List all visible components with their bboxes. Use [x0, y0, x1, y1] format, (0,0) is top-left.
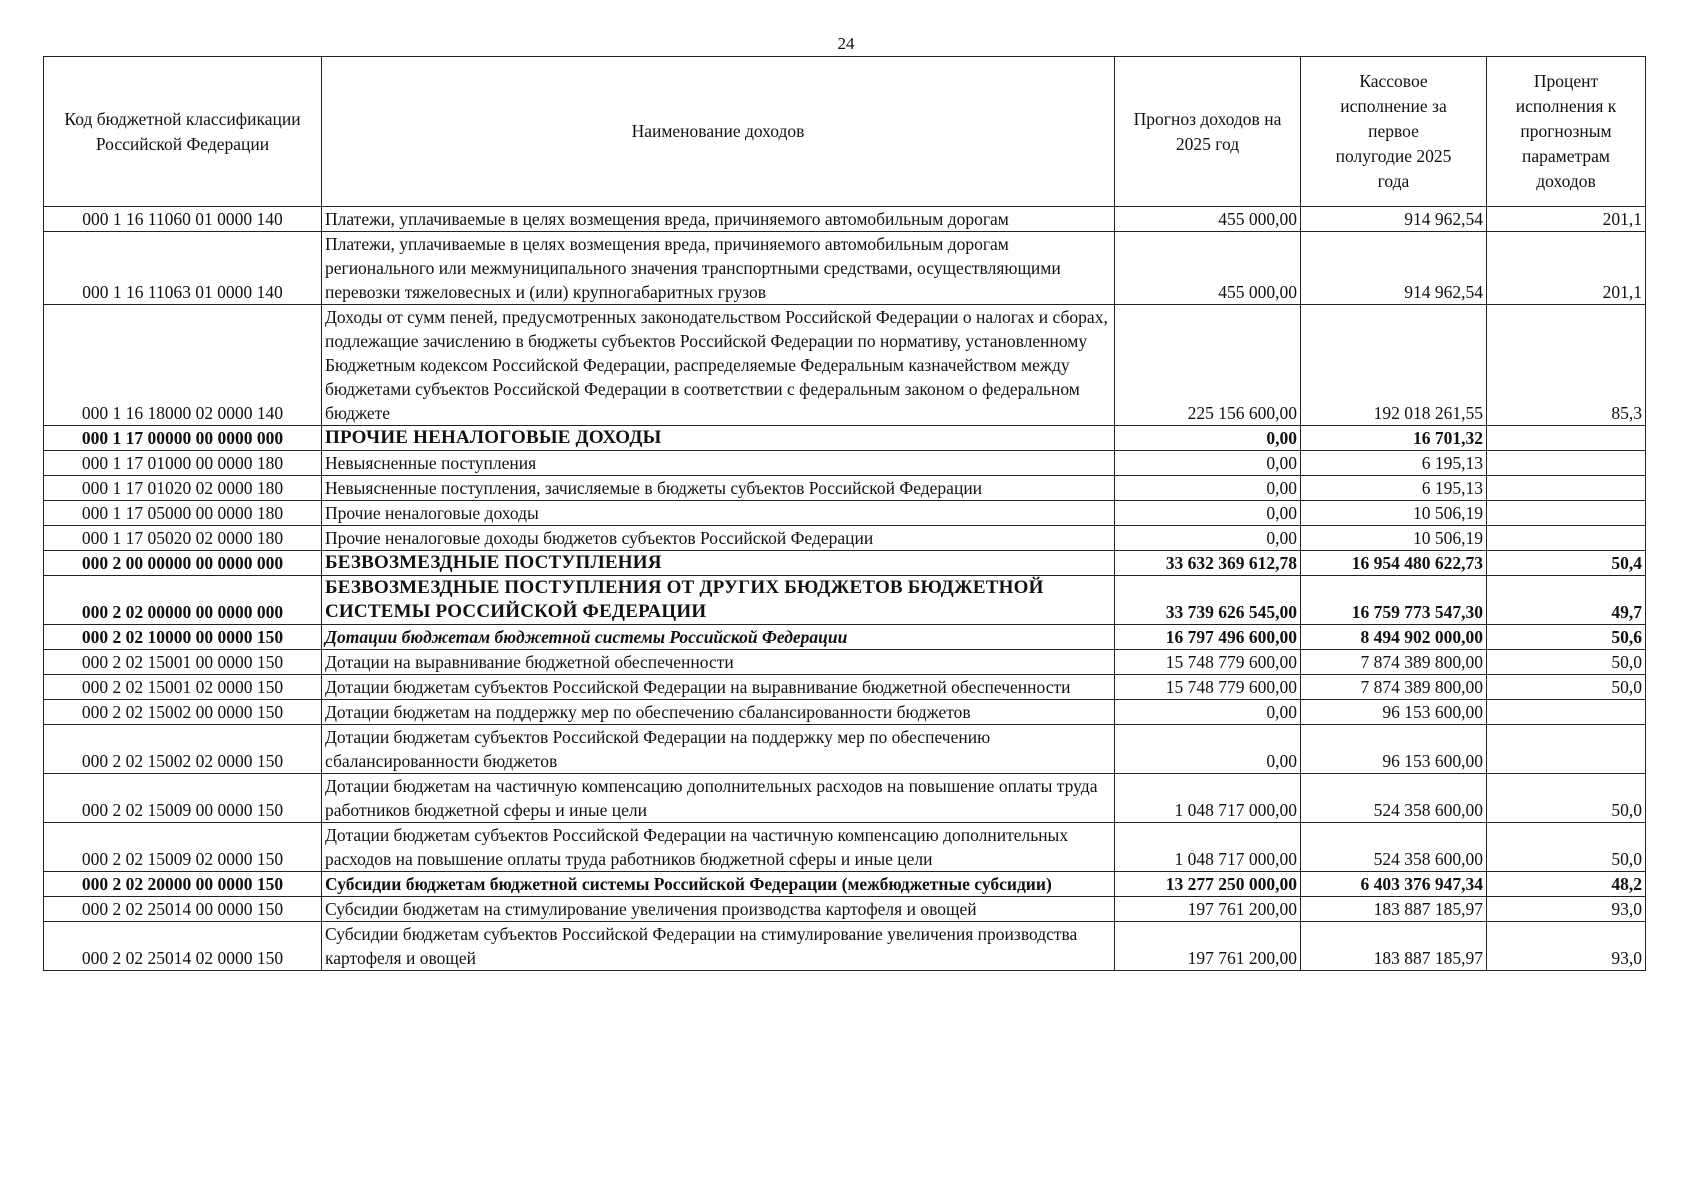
- row-name: Дотации на выравнивание бюджетной обеспеченности: [322, 650, 1115, 675]
- row-pct: 50,0: [1487, 675, 1646, 700]
- row-name: Дотации бюджетам на частичную компенсацию дополнительных расходов на повышение оплаты труда работников бюджетной сферы и иные цели: [322, 774, 1115, 823]
- row-pct: [1487, 501, 1646, 526]
- table-row: [44, 451, 1646, 476]
- table-row: [44, 897, 1646, 922]
- row-exec: 914 962,54: [1301, 207, 1487, 232]
- row-plan: 13 277 250 000,00: [1115, 872, 1301, 897]
- row-plan: 455 000,00: [1115, 232, 1301, 305]
- row-plan: 455 000,00: [1115, 207, 1301, 232]
- row-name: Дотации бюджетам на поддержку мер по обеспечению сбалансированности бюджетов: [322, 700, 1115, 725]
- row-name: Прочие неналоговые доходы: [322, 501, 1115, 526]
- row-exec: 7 874 389 800,00: [1301, 650, 1487, 675]
- header-pct: Процент исполнения к прогнозным параметрам доходов: [1487, 57, 1646, 207]
- row-name: Субсидии бюджетам на стимулирование увеличения производства картофеля и овощей: [322, 897, 1115, 922]
- row-pct: 50,0: [1487, 823, 1646, 872]
- row-code: 000 1 17 05020 02 0000 180: [44, 526, 322, 551]
- table-row-section: [44, 872, 1646, 897]
- row-code: 000 1 17 05000 00 0000 180: [44, 501, 322, 526]
- row-code: 000 2 02 15002 00 0000 150: [44, 700, 322, 725]
- table-row: [44, 774, 1646, 823]
- row-name: Прочие неналоговые доходы бюджетов субъектов Российской Федерации: [322, 526, 1115, 551]
- row-name: Невыясненные поступления, зачисляемые в бюджеты субъектов Российской Федерации: [322, 476, 1115, 501]
- row-pct: 85,3: [1487, 305, 1646, 426]
- table-row: [44, 675, 1646, 700]
- table-row-section: [44, 625, 1646, 650]
- row-pct: 50,0: [1487, 774, 1646, 823]
- row-plan: 0,00: [1115, 725, 1301, 774]
- row-code: 000 1 16 11060 01 0000 140: [44, 207, 322, 232]
- row-name: Платежи, уплачиваемые в целях возмещения вреда, причиняемого автомобильным дорогам регионального или межмуниципального значения транспортными средствами, осуществляющими перевозки тяжеловесных и (или) крупногабаритных грузов: [322, 232, 1115, 305]
- row-pct: 50,6: [1487, 625, 1646, 650]
- row-name: Невыясненные поступления: [322, 451, 1115, 476]
- row-exec: 16 759 773 547,30: [1301, 576, 1487, 625]
- table-row: [44, 232, 1646, 305]
- row-plan: 33 739 626 545,00: [1115, 576, 1301, 625]
- revenue-table: [43, 56, 1646, 971]
- row-name: ПРОЧИЕ НЕНАЛОГОВЫЕ ДОХОДЫ: [322, 426, 1115, 451]
- row-plan: 15 748 779 600,00: [1115, 675, 1301, 700]
- row-code: 000 1 17 00000 00 0000 000: [44, 426, 322, 451]
- row-plan: 0,00: [1115, 526, 1301, 551]
- page-number: 24: [837, 34, 855, 53]
- row-code: 000 2 02 10000 00 0000 150: [44, 625, 322, 650]
- table-row: [44, 501, 1646, 526]
- table-header-row: [44, 57, 1646, 207]
- table-row: [44, 207, 1646, 232]
- table-row-section: [44, 551, 1646, 576]
- table-row: [44, 305, 1646, 426]
- row-name: Дотации бюджетам субъектов Российской Федерации на поддержку мер по обеспечению сбалансированности бюджетов: [322, 725, 1115, 774]
- row-code: 000 2 02 15009 00 0000 150: [44, 774, 322, 823]
- row-code: 000 1 17 01000 00 0000 180: [44, 451, 322, 476]
- row-plan: 1 048 717 000,00: [1115, 823, 1301, 872]
- row-pct: [1487, 725, 1646, 774]
- row-name: БЕЗВОЗМЕЗДНЫЕ ПОСТУПЛЕНИЯ ОТ ДРУГИХ БЮДЖЕТОВ БЮДЖЕТНОЙ СИСТЕМЫ РОССИЙСКОЙ ФЕДЕРАЦИИ: [322, 576, 1115, 625]
- row-pct: [1487, 700, 1646, 725]
- row-exec: 6 195,13: [1301, 451, 1487, 476]
- row-pct: 93,0: [1487, 922, 1646, 971]
- row-pct: 48,2: [1487, 872, 1646, 897]
- row-code: 000 1 16 18000 02 0000 140: [44, 305, 322, 426]
- row-code: 000 2 02 15009 02 0000 150: [44, 823, 322, 872]
- row-pct: 93,0: [1487, 897, 1646, 922]
- row-exec: 524 358 600,00: [1301, 774, 1487, 823]
- row-code: 000 2 02 15001 00 0000 150: [44, 650, 322, 675]
- row-exec: 16 701,32: [1301, 426, 1487, 451]
- row-plan: 197 761 200,00: [1115, 922, 1301, 971]
- row-name: Дотации бюджетам бюджетной системы Российской Федерации: [322, 625, 1115, 650]
- table-row: [44, 823, 1646, 872]
- row-pct: 201,1: [1487, 207, 1646, 232]
- row-name: Платежи, уплачиваемые в целях возмещения вреда, причиняемого автомобильным дорогам: [322, 207, 1115, 232]
- row-pct: [1487, 476, 1646, 501]
- row-plan: 0,00: [1115, 426, 1301, 451]
- row-plan: 15 748 779 600,00: [1115, 650, 1301, 675]
- table-row: [44, 650, 1646, 675]
- row-exec: 96 153 600,00: [1301, 725, 1487, 774]
- row-exec: 183 887 185,97: [1301, 897, 1487, 922]
- row-name: Дотации бюджетам субъектов Российской Федерации на выравнивание бюджетной обеспеченности: [322, 675, 1115, 700]
- row-code: 000 2 02 25014 02 0000 150: [44, 922, 322, 971]
- row-plan: 1 048 717 000,00: [1115, 774, 1301, 823]
- row-plan: 225 156 600,00: [1115, 305, 1301, 426]
- row-pct: 50,4: [1487, 551, 1646, 576]
- row-exec: 10 506,19: [1301, 526, 1487, 551]
- row-exec: 914 962,54: [1301, 232, 1487, 305]
- row-plan: 16 797 496 600,00: [1115, 625, 1301, 650]
- table-row: [44, 725, 1646, 774]
- row-code: 000 2 02 15002 02 0000 150: [44, 725, 322, 774]
- row-exec: 183 887 185,97: [1301, 922, 1487, 971]
- row-exec: 8 494 902 000,00: [1301, 625, 1487, 650]
- row-pct: 49,7: [1487, 576, 1646, 625]
- row-exec: 16 954 480 622,73: [1301, 551, 1487, 576]
- row-plan: 0,00: [1115, 451, 1301, 476]
- header-exec: Кассовое исполнение за первое полугодие 2025 года: [1301, 57, 1487, 207]
- row-plan: 0,00: [1115, 476, 1301, 501]
- row-exec: 524 358 600,00: [1301, 823, 1487, 872]
- row-plan: 33 632 369 612,78: [1115, 551, 1301, 576]
- header-name: Наименование доходов: [322, 57, 1115, 207]
- row-code: 000 2 02 00000 00 0000 000: [44, 576, 322, 625]
- table-row-section: [44, 576, 1646, 625]
- table-row: [44, 700, 1646, 725]
- row-code: 000 1 16 11063 01 0000 140: [44, 232, 322, 305]
- row-exec: 192 018 261,55: [1301, 305, 1487, 426]
- row-exec: 6 195,13: [1301, 476, 1487, 501]
- row-plan: 0,00: [1115, 700, 1301, 725]
- row-code: 000 2 02 15001 02 0000 150: [44, 675, 322, 700]
- row-code: 000 1 17 01020 02 0000 180: [44, 476, 322, 501]
- row-plan: 197 761 200,00: [1115, 897, 1301, 922]
- row-name: Субсидии бюджетам субъектов Российской Федерации на стимулирование увеличения производства картофеля и овощей: [322, 922, 1115, 971]
- row-name: Доходы от сумм пеней, предусмотренных законодательством Российской Федерации о налогах и сборах, подлежащие зачислению в бюджеты субъектов Российской Федерации по нормативу, установленному Бюджетным кодексом Российской Федерации, распределяемые Федеральным казначейством между бюджетами субъектов Российской Федерации в соответствии с федеральным законом о федеральном бюджете: [322, 305, 1115, 426]
- row-pct: 50,0: [1487, 650, 1646, 675]
- row-name: Дотации бюджетам субъектов Российской Федерации на частичную компенсацию дополнительных расходов на повышение оплаты труда работников бюджетной сферы и иные цели: [322, 823, 1115, 872]
- row-pct: [1487, 426, 1646, 451]
- row-name: БЕЗВОЗМЕЗДНЫЕ ПОСТУПЛЕНИЯ: [322, 551, 1115, 576]
- row-name: Субсидии бюджетам бюджетной системы Российской Федерации (межбюджетные субсидии): [322, 872, 1115, 897]
- row-pct: [1487, 526, 1646, 551]
- table-row-section: [44, 426, 1646, 451]
- row-code: 000 2 02 20000 00 0000 150: [44, 872, 322, 897]
- row-pct: [1487, 451, 1646, 476]
- row-plan: 0,00: [1115, 501, 1301, 526]
- row-code: 000 2 00 00000 00 0000 000: [44, 551, 322, 576]
- header-code: Код бюджетной классификации Российской Федерации: [44, 57, 322, 207]
- row-exec: 7 874 389 800,00: [1301, 675, 1487, 700]
- row-pct: 201,1: [1487, 232, 1646, 305]
- table-row: [44, 526, 1646, 551]
- row-exec: 10 506,19: [1301, 501, 1487, 526]
- row-code: 000 2 02 25014 00 0000 150: [44, 897, 322, 922]
- header-plan: Прогноз доходов на 2025 год: [1115, 57, 1301, 207]
- table-row: [44, 922, 1646, 971]
- row-exec: 6 403 376 947,34: [1301, 872, 1487, 897]
- table-row: [44, 476, 1646, 501]
- row-exec: 96 153 600,00: [1301, 700, 1487, 725]
